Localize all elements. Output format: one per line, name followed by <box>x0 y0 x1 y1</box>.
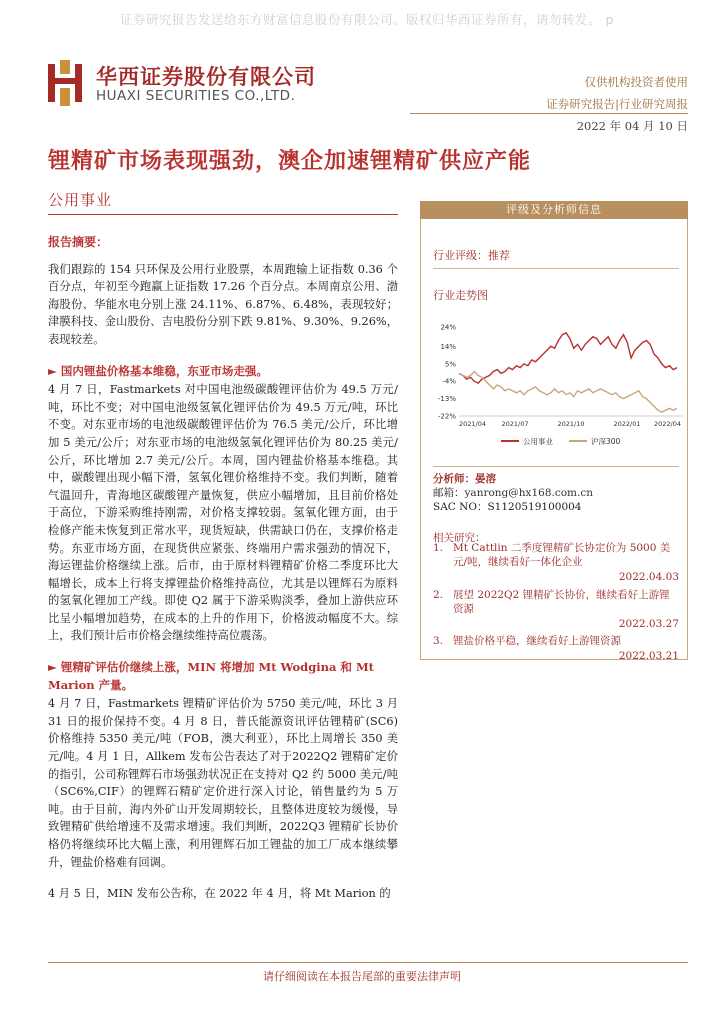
legend-label-csi300: 沪深300 <box>591 437 621 446</box>
sac-label: SAC NO： <box>433 501 488 513</box>
related-item-text: 锂盐价格平稳，继续看好上游锂资源 <box>453 635 621 648</box>
x-tick-label: 2021/07 <box>501 420 529 428</box>
x-tick-label: 2022/04 <box>653 420 681 428</box>
related-item-number: 3. <box>433 635 444 648</box>
related-item-number: 1. <box>433 542 444 554</box>
sac-number: S1120519100004 <box>487 501 582 513</box>
section-body-spodumene: 4 月 7 日，Fastmarkets 锂精矿评估价为 5750 美元/吨，环比 3 月 31 日的报价保持不变。4 月 8 日，普氏能源资讯评估锂精矿(SC6) 价格维持 5350 美元/吨（FOB，澳大利亚），环比上周增长 350 美元/吨。4 月 1 日，Allkem 发布公告表达了对于2022Q2 锂精矿定价的指引，公司称锂辉石市场强劲状况正在支持对 Q2 约 5000 美元/吨（SC6%,CIF）的锂辉石精矿定价进行深入讨论，销售量约为 5 万吨。由于目前，海内外矿山开发周期较长，且整体进度较为缓慢，导致锂精矿供给增速不及需求增速。我们判断，2022Q3 锂精矿长协价格仍将继续环比大幅上涨，利用锂辉石加工锂盐的加工厂成本继续攀升，锂盐价格难有回调。 <box>48 697 398 869</box>
y-tick-label: -4% <box>442 377 456 386</box>
sidebar-header: 评级及分析师信息 <box>420 201 688 219</box>
series-line-utilities <box>459 333 677 383</box>
y-tick-label: 5% <box>444 360 456 369</box>
legend-label-utilities: 公用事业 <box>523 437 553 446</box>
industry-trend-chart <box>421 309 687 459</box>
related-item-number: 2. <box>433 588 444 601</box>
report-date: 2022 年 04 月 10 日 <box>576 119 688 133</box>
summary-intro: 我们跟踪的 154 只环保及公用行业股票，本周跑输上证指数 0.36 个百分点，年初至今跑赢上证指数 17.26 个百分点。本周南京公用、渤海股份、华能水电分别上涨 24.11%、6.87%、6.48%，表现较好；津膜科技、金山股份、吉电股份分别下跌 9.81%、9.30%、9.26%，表现较差。 <box>48 262 398 346</box>
huaxi-logo-icon <box>46 60 84 106</box>
related-item[interactable] <box>433 541 679 569</box>
section-body-lithium-salt: 4 月 7 日，Fastmarkets 对中国电池级碳酸锂评估价为 49.5 万元/吨，环比不变；对中国电池级氢氧化锂评估价为 49.5 万元/吨，环比不变。对东亚市场的电池级碳酸锂评估价为 76.5 美元/公斤，环比增加 5 美元/公斤；对东亚市场的电池级氢氧化锂评估价为 80.25 美元/公斤，环比增加 2.7 美元/公斤。本周，国内锂盐价格基本维稳。其中，碳酸锂出现小幅下滑，氢氧化锂价格维持不变。我们判断，随着气温回升，青海地区碳酸锂产量恢复，供应小幅增加，且目前价格处于高位，下游采购维持刚需，对价格支撑较弱。氢氧化锂方面，由于检修产能未恢复到正常水平，现货短缺，供需缺口仍在，支撑价格走势。东亚市场方面，在现货供应紧张、终端用户需求强劲的情况下，海运锂盐价格继续上涨。后市，由于原材料锂精矿价格二季度环比大幅增长，成本上行将支撑锂盐价格维持高位，尤其是以锂辉石为原料的氢氧化锂加工产线。即使 Q2 属于下游采购淡季，叠加上游供应环比呈小幅增加趋势，在成本的上升的作用下，价格波动幅度不大。综上，我们预计后市价格会继续维持高位震荡。 <box>48 383 398 643</box>
industry-rating: 行业评级：推荐 <box>433 249 510 262</box>
industry-label: 公用事业 <box>48 191 113 209</box>
x-tick-label: 2021/10 <box>557 420 585 428</box>
sidebar-box <box>420 219 688 663</box>
x-tick-label: 2021/04 <box>459 420 487 428</box>
analyst-email[interactable]: yanrong@hx168.com.cn <box>464 487 593 499</box>
related-item[interactable] <box>433 634 679 648</box>
related-item-text: Mt Cattlin 二季度锂精矿长协定价为 5000 美元/吨，继续看好一体化企业 <box>453 542 671 569</box>
x-tick-label: 2022/01 <box>613 420 641 428</box>
summary-heading: 报告摘要： <box>48 235 109 249</box>
analyst-name: 晏溶 <box>475 473 496 485</box>
y-tick-label: -22% <box>437 412 456 421</box>
industry-divider <box>48 214 398 215</box>
chart-divider <box>433 466 679 467</box>
analyst-label: 分析师： <box>433 473 475 485</box>
company-name-en: HUAXI SECURITIES CO.,LTD. <box>96 88 296 104</box>
report-title: 锂精矿市场表现强劲，澳企加速锂精矿供应产能 <box>48 149 532 174</box>
related-item-date: 2022.03.21 <box>618 650 679 663</box>
related-item-text: 展望 2022Q2 锂精矿长协价，继续看好上游锂资源 <box>453 588 670 615</box>
footer-divider <box>48 962 688 963</box>
rating-divider <box>433 268 679 269</box>
y-tick-label: 24% <box>440 323 456 332</box>
related-research-list <box>433 541 679 667</box>
y-tick-label: -13% <box>437 395 456 404</box>
related-item-date: 2022.03.27 <box>618 618 679 631</box>
section-title-lithium-salt: ► 国内锂盐价格基本维稳，东亚市场走强。 <box>48 363 268 378</box>
y-tick-label: 14% <box>440 342 456 351</box>
related-item-date: 2022.04.03 <box>618 571 679 584</box>
section-title-spodumene: ► 锂精矿评估价继续上涨，MIN 将增加 Mt Wodgina 和 Mt Marion 产量。 <box>48 660 374 692</box>
report-type: 证券研究报告|行业研究周报 <box>546 97 688 111</box>
company-name-cn: 华西证券股份有限公司 <box>96 65 316 89</box>
watermark-text: 证券研究报告发送给东方财富信息股份有限公司。版权归华西证券所有，请勿转发。 p <box>120 12 614 27</box>
related-item[interactable] <box>433 588 679 616</box>
chart-title: 行业走势图 <box>433 289 488 302</box>
audience-note: 仅供机构投资者使用 <box>584 75 688 89</box>
related-research-title: 相关研究： <box>433 532 486 544</box>
summary-column <box>48 234 398 903</box>
chart-legend <box>501 436 621 446</box>
rating-analyst-sidebar <box>420 201 688 663</box>
series-line-csi300 <box>459 372 677 413</box>
analyst-info <box>433 472 593 514</box>
email-label: 邮箱： <box>433 487 465 499</box>
summary-last-line: 4 月 5 日，MIN 发布公告称，在 2022 年 4 月，将 Mt Marion 的 <box>48 887 391 901</box>
header-divider <box>410 113 688 114</box>
legal-notice-footer[interactable]: 请仔细阅读在本报告尾部的重要法律声明 <box>263 970 461 983</box>
